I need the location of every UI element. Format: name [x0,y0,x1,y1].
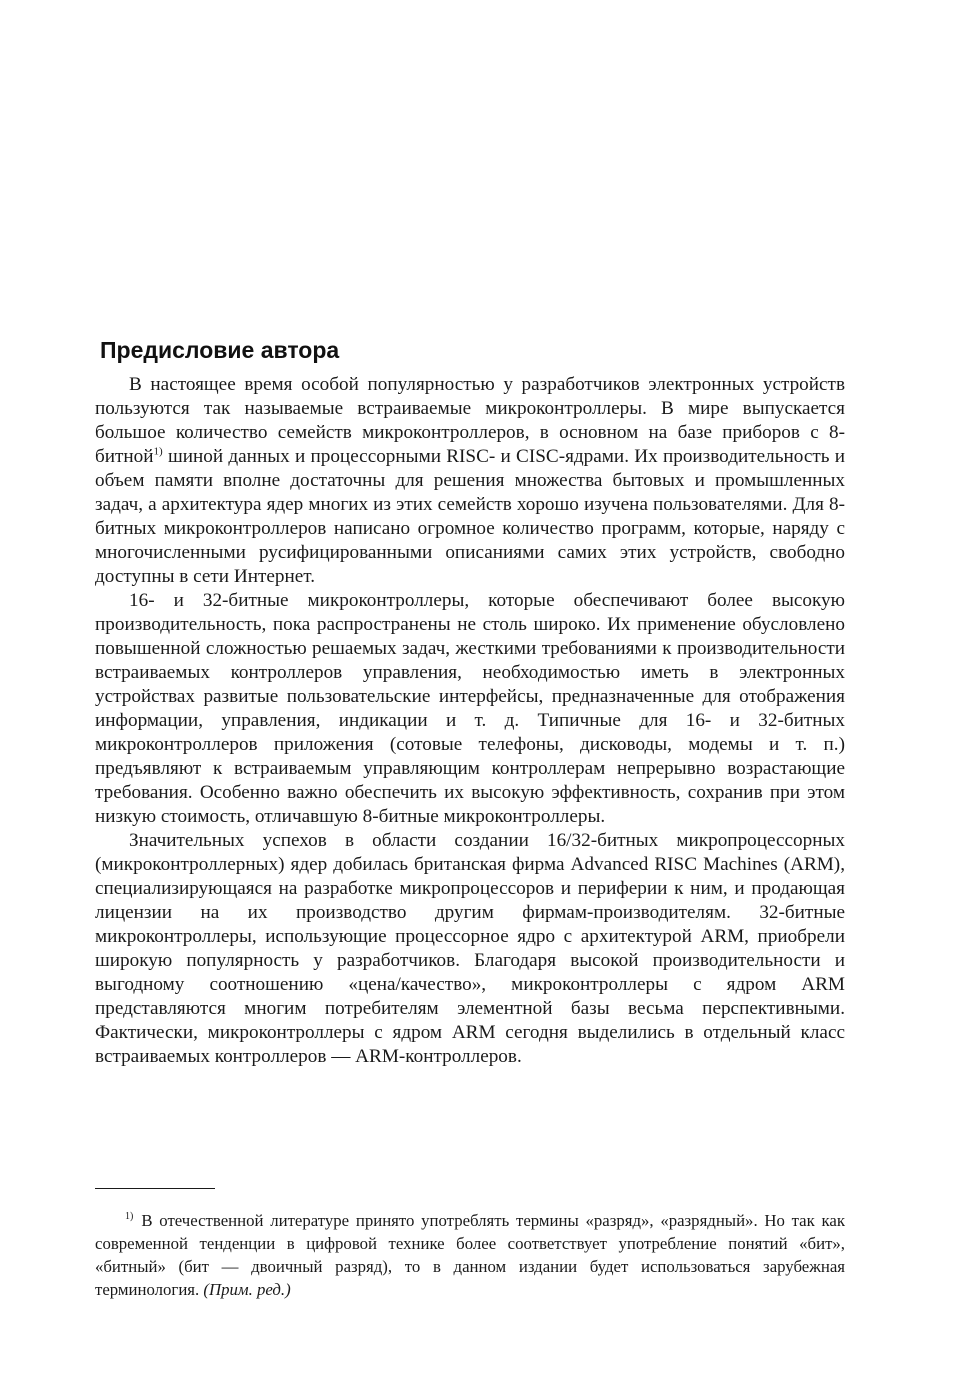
footnote-reference: 1) [153,445,163,458]
paragraph-1-end: шиной данных и процессорными RISC- и CISC-ядрами. Их производительность и объем памяти вполне достаточны для решения множества бытовых и промышленных задач, а архитектура ядер многих из этих семейств хорошо изучена пользователями. Для 8-битных микроконтроллеров написано огромное количество программ, которые, наряду с многочисленными русифицированными описаниями самих этих устройств, свободно доступны в сети Интернет. [95,446,845,587]
paragraph-1-start: В настоящее время особой популярностью у разработчиков электронных устройств пользуются так называемые встраиваемые микроконтроллеры. В мире выпускается большое количество семейств микроконтроллеров, в основном на базе приборов с 8-битной [95,374,845,467]
paragraph-2: 16- и 32-битные микроконтроллеры, которые обеспечивают более высокую производительность, пока распространены не столь широко. Их применение обусловлено повышенной сложностью решаемых задач, жесткими требованиями к производительности встраиваемых контроллеров управления, необходимостью иметь в электронных устройствах развитые пользовательские интерфейсы, предназначенные для отображения информации, управления, индикации и т. д. Типичные для 16- и 32-битных микроконтроллеров приложения (сотовые телефоны, дисководы, модемы и т. п.) предъявляют к встраиваемым управляющим контроллерам непрерывно возрастающие требования. Особенно важно обеспечить их высокую эффективность, сохранив при этом низкую стоимость, отличавшую 8-битные микроконтроллеры. [95,590,845,827]
footnote [95,1209,845,1301]
footnote-divider [95,1188,215,1189]
page-title: Предисловие автора [100,337,340,363]
editor-note: (Прим. ред.) [203,1280,291,1299]
footnote-marker: 1) [125,1211,134,1223]
paragraph-3: Значительных успехов в области создании 16/32-битных микропроцессорных (микроконтроллерных) ядер добилась британская фирма Advanced RISC Machines (ARM), специализирующаяся на разработке микропроцессоров и периферии к ним, и продающая лицензии на их производство другим фирмам-производителям. 32-битные микроконтроллеры, использующие процессорное ядро с архитектурой ARM, приобрели широкую популярность у разработчиков. Благодаря высокой производительности и выгодному соотношению «цена/качество», микроконтроллеры с ядром ARM представляются многим потребителям элементной базы весьма перспективными. Фактически, микроконтроллеры с ядром ARM сегодня выделились в отдельный класс встраиваемых контроллеров — ARM-контроллеров. [95,830,845,1067]
paragraph-1 [95,373,845,589]
body-text [95,373,845,1069]
footnote-text: В отечественной литературе принято употреблять термины «разряд», «разрядный». Но так как современной тенденции в цифровой технике более соответствует употребление понятий «бит», «битный» (бит — двоичный разряд), то в данном издании будет использоваться зарубежная терминология. [95,1211,845,1299]
